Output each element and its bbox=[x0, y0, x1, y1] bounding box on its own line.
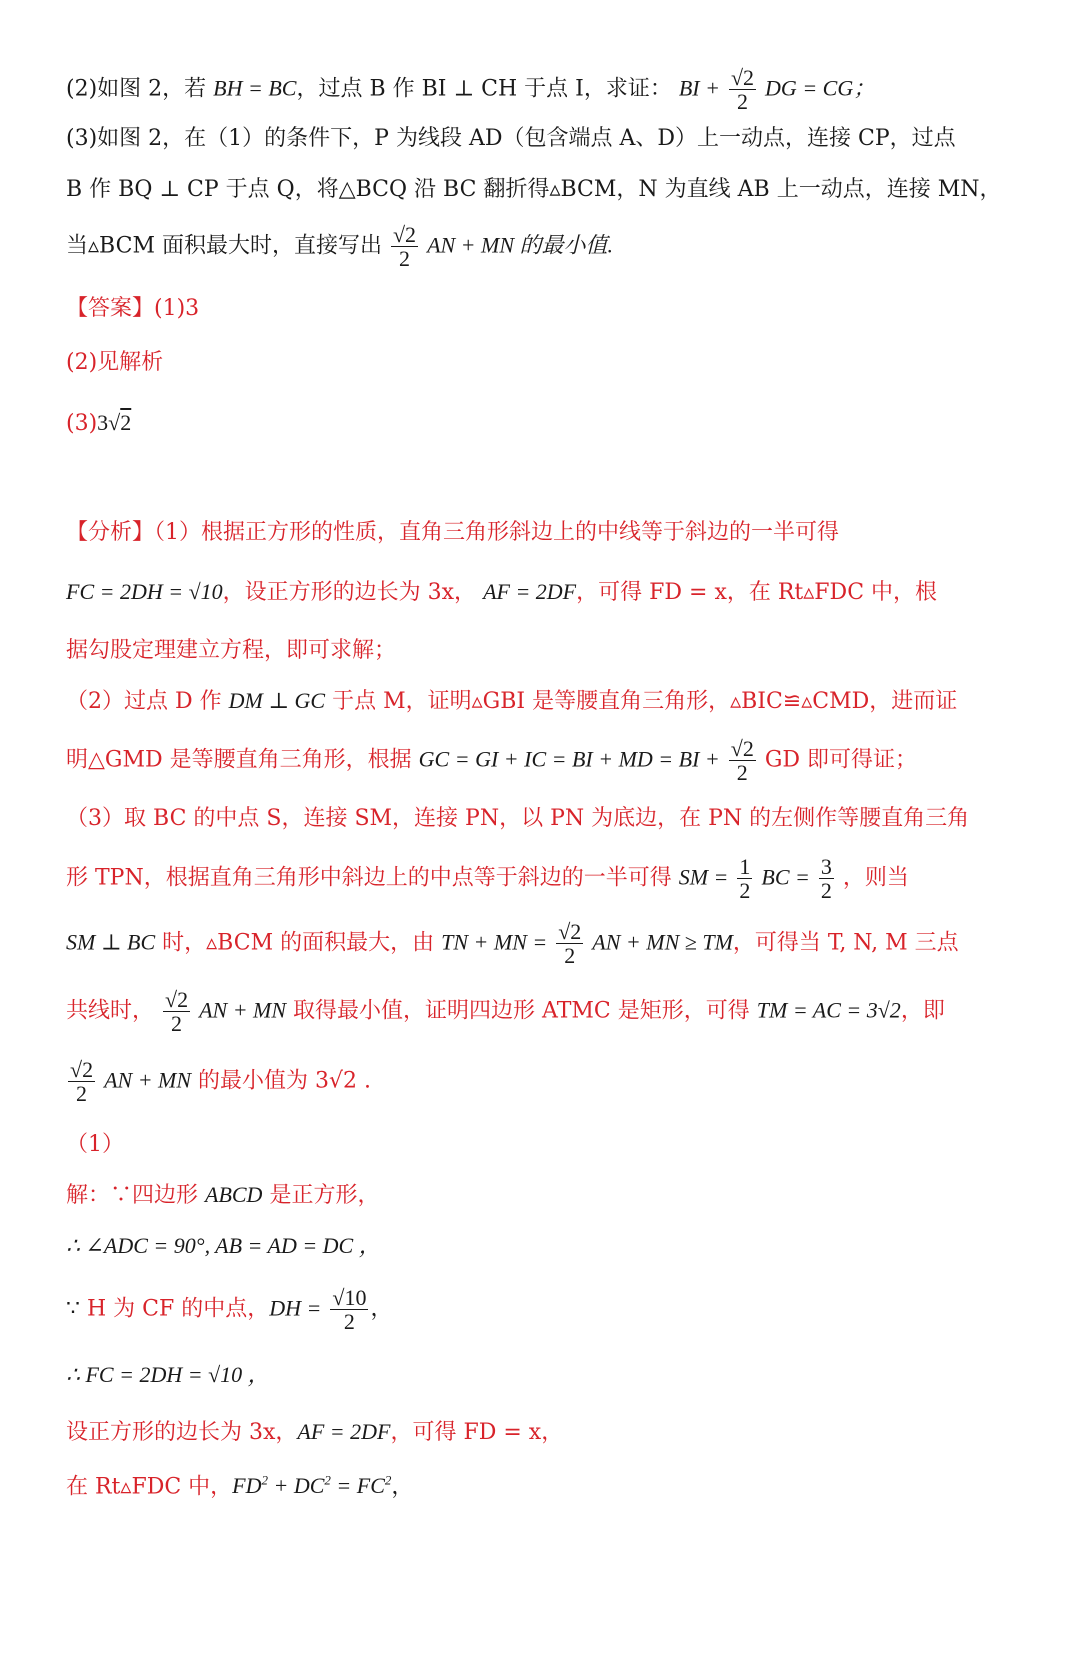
analysis-p1-text-d: ，可得 FD = x，在 Rt▵FDC 中，根 bbox=[576, 580, 938, 605]
answer-2: (2)见解析 bbox=[66, 350, 164, 375]
analysis-line-10 bbox=[66, 1058, 1020, 1105]
solution-line-6 bbox=[66, 1474, 1020, 1498]
question-3-line-3 bbox=[66, 223, 1020, 270]
analysis-p3-f2-num: 3 bbox=[820, 854, 832, 879]
solution-s5-c: ，可得 FD = x， bbox=[390, 1420, 564, 1445]
analysis-line-7 bbox=[66, 855, 1020, 902]
answer-1: (1)3 bbox=[154, 296, 200, 321]
solution-s6-exp-1: 2 bbox=[261, 1473, 268, 1488]
solution-s3-d: ， bbox=[370, 1296, 393, 1322]
analysis-p2-l2-a: 明△GMD 是等腰直角三角形，根据 bbox=[66, 747, 419, 773]
answer-3-value: 3√2 bbox=[97, 410, 132, 435]
analysis-p3-l3-a: SM ⊥ BC bbox=[66, 929, 156, 955]
analysis-line-3: 据勾股定理建立方程，即可求解； bbox=[66, 638, 397, 663]
analysis-p1-text-b: ，设正方形的边长为 3x， bbox=[222, 580, 477, 605]
solution-s3-den: 2 bbox=[343, 1309, 355, 1335]
analysis-p3-fraction-4 bbox=[163, 988, 190, 1035]
analysis-line-9 bbox=[66, 988, 1020, 1035]
analysis-p1-expr-a: FC = 2DH = √10 bbox=[66, 579, 223, 604]
analysis-p2-a: （2）过点 D 作 bbox=[66, 689, 229, 714]
q3-frac-den: 2 bbox=[399, 246, 411, 272]
answer-3-prefix: (3) bbox=[66, 411, 98, 436]
q2-expr-b: DG = CG； bbox=[765, 75, 876, 101]
solution-line-2: ∴ ∠ADC = 90°, AB = AD = DC ， bbox=[66, 1233, 381, 1258]
analysis-p3-f3-num: √2 bbox=[558, 919, 582, 944]
q3-fraction bbox=[391, 223, 418, 270]
analysis-p2-c: 于点 M，证明▵GBI 是等腰直角三角形，▵BIC≌▵CMD，进而证 bbox=[325, 689, 958, 714]
solution-s3-c: DH = bbox=[269, 1295, 322, 1321]
analysis-p1-expr-c: AF = 2DF bbox=[483, 579, 577, 604]
solution-s5-b: AF = 2DF bbox=[297, 1419, 391, 1444]
analysis-p3-fraction-2 bbox=[819, 855, 834, 902]
analysis-p3-l3-e: ，可得当 T, N, M 三点 bbox=[732, 930, 959, 956]
analysis-p3-fraction-5 bbox=[68, 1058, 95, 1105]
solution-s6-exp-3: 2 bbox=[384, 1473, 392, 1488]
answer-label: 【答案】 bbox=[66, 296, 155, 321]
solution-part-label: （1） bbox=[66, 1132, 124, 1157]
analysis-p3-l3-d: AN + MN ≥ TM bbox=[592, 929, 733, 955]
analysis-p3-l2-d: ，则当 bbox=[842, 865, 909, 891]
analysis-p3-l2-a: 形 TPN，根据直角三角形中斜边上的中点等于斜边的一半可得 bbox=[66, 865, 679, 891]
analysis-p3-l4-d: TM = AC = 3√2 bbox=[756, 997, 901, 1023]
analysis-line-6: （3）取 BC 的中点 S，连接 SM，连接 PN，以 PN 为底边，在 PN 的左侧作等腰直角三角 bbox=[66, 806, 970, 831]
q3-line3-pre: 当▵BCM 面积最大时，直接写出 bbox=[66, 233, 382, 259]
analysis-line-4 bbox=[66, 690, 1020, 713]
q2-frac-den: 2 bbox=[737, 89, 748, 115]
solution-s1-b: ABCD bbox=[205, 1182, 263, 1207]
q3-line3-post: AN + MN 的最小值. bbox=[427, 232, 614, 258]
analysis-p3-f4-den: 2 bbox=[171, 1011, 183, 1037]
analysis-p3-l3-c: TN + MN = bbox=[441, 929, 548, 955]
analysis-p3-f5-num: √2 bbox=[70, 1057, 94, 1082]
answer-line-1 bbox=[66, 298, 1020, 320]
analysis-p3-l4-a: 共线时， bbox=[66, 998, 155, 1024]
solution-s6-h: ， bbox=[391, 1474, 414, 1500]
answer-3-radicand: 2 bbox=[120, 410, 132, 435]
solution-s6-eq bbox=[232, 1473, 391, 1498]
solution-s6-exp-2: 2 bbox=[324, 1473, 331, 1488]
solution-line-3 bbox=[66, 1286, 1020, 1333]
q2-frac-num: √2 bbox=[730, 65, 755, 90]
analysis-p3-l2-b: SM = bbox=[678, 864, 729, 890]
q3-frac-num: √2 bbox=[392, 222, 417, 247]
q2-condition: BH = BC bbox=[213, 75, 297, 101]
analysis-p3-l2-c: BC = bbox=[761, 864, 810, 890]
analysis-p2-frac-den: 2 bbox=[736, 760, 748, 786]
analysis-p3-l4-b: AN + MN bbox=[199, 997, 287, 1023]
solution-s3-num: √10 bbox=[332, 1285, 367, 1310]
analysis-label: 【分析】 bbox=[66, 520, 155, 545]
analysis-p3-l5-b: 的最小值为 3√2 . bbox=[191, 1068, 372, 1094]
q2-prefix: (2)如图 2，若 bbox=[66, 76, 214, 102]
q2-middle: ，过点 B 作 BI ⊥ CH 于点 I，求证： bbox=[296, 76, 672, 102]
analysis-p2-l2-expr: GC = GI + IC = BI + MD = BI + bbox=[418, 746, 720, 772]
analysis-p3-f1-den: 2 bbox=[739, 878, 751, 904]
q2-expr-a: BI + bbox=[678, 75, 720, 101]
question-3-line-2: B 作 BQ ⊥ CP 于点 Q，将△BCQ 沿 BC 翻折得▵BCM，N 为直线 AB 上一动点，连接 MN， bbox=[66, 177, 1002, 202]
analysis-line-5 bbox=[66, 737, 1020, 784]
solution-s5-a: 设正方形的边长为 3x， bbox=[66, 1420, 298, 1445]
analysis-p3-l4-e: ，即 bbox=[900, 998, 945, 1024]
solution-line-5 bbox=[66, 1421, 1020, 1444]
solution-s6-dc: + DC bbox=[268, 1473, 325, 1499]
analysis-p3-l5-a: AN + MN bbox=[104, 1067, 192, 1093]
solution-s6-a: 在 Rt▵FDC 中， bbox=[66, 1474, 233, 1500]
analysis-p3-f4-num: √2 bbox=[165, 987, 189, 1012]
question-2-line bbox=[66, 66, 1020, 113]
analysis-p3-f3-den: 2 bbox=[564, 943, 576, 969]
solution-line-1 bbox=[66, 1184, 1020, 1207]
analysis-p2-fraction bbox=[729, 737, 756, 784]
solution-s3-a: ∵ bbox=[66, 1296, 87, 1322]
q2-fraction bbox=[729, 66, 756, 113]
analysis-p3-fraction-1 bbox=[737, 855, 752, 902]
analysis-p1-l1: （1）根据正方形的性质，直角三角形斜边上的中线等于斜边的一半可得 bbox=[154, 520, 840, 545]
analysis-p3-l3-b: 时，▵BCM 的面积最大，由 bbox=[155, 930, 442, 956]
analysis-p2-frac-num: √2 bbox=[730, 736, 754, 761]
analysis-line-1 bbox=[66, 522, 1020, 544]
solution-s3-b: H 为 CF 的中点， bbox=[87, 1296, 270, 1322]
solution-s3-fraction bbox=[330, 1286, 368, 1333]
answer-3-coef: 3 bbox=[97, 410, 109, 435]
analysis-p2-l2-c: GD 即可得证； bbox=[764, 747, 918, 773]
analysis-p3-l4-c: 取得最小值，证明四边形 ATMC 是矩形，可得 bbox=[286, 998, 757, 1024]
solution-s1-c: 是正方形， bbox=[262, 1183, 380, 1208]
solution-line-4: ∴ FC = 2DH = √10 ， bbox=[66, 1362, 270, 1387]
analysis-p3-f2-den: 2 bbox=[820, 878, 832, 904]
question-3-line-1: (3)如图 2，在（1）的条件下，P 为线段 AD（包含端点 A、D）上一动点，连接 CP，过点 bbox=[66, 126, 956, 151]
analysis-p2-expr-b: DM ⊥ GC bbox=[228, 688, 326, 713]
solution-s1-a: 解：∵四边形 bbox=[66, 1183, 205, 1208]
analysis-p3-fraction-3 bbox=[556, 920, 583, 967]
solution-s6-fc: = FC bbox=[330, 1473, 385, 1499]
solution-s6-fd: FD bbox=[232, 1473, 262, 1499]
answer-3 bbox=[66, 412, 1020, 435]
analysis-p3-f1-num: 1 bbox=[739, 854, 751, 879]
analysis-line-8 bbox=[66, 920, 1020, 967]
analysis-line-2 bbox=[66, 581, 1020, 604]
analysis-p3-f5-den: 2 bbox=[76, 1081, 88, 1107]
